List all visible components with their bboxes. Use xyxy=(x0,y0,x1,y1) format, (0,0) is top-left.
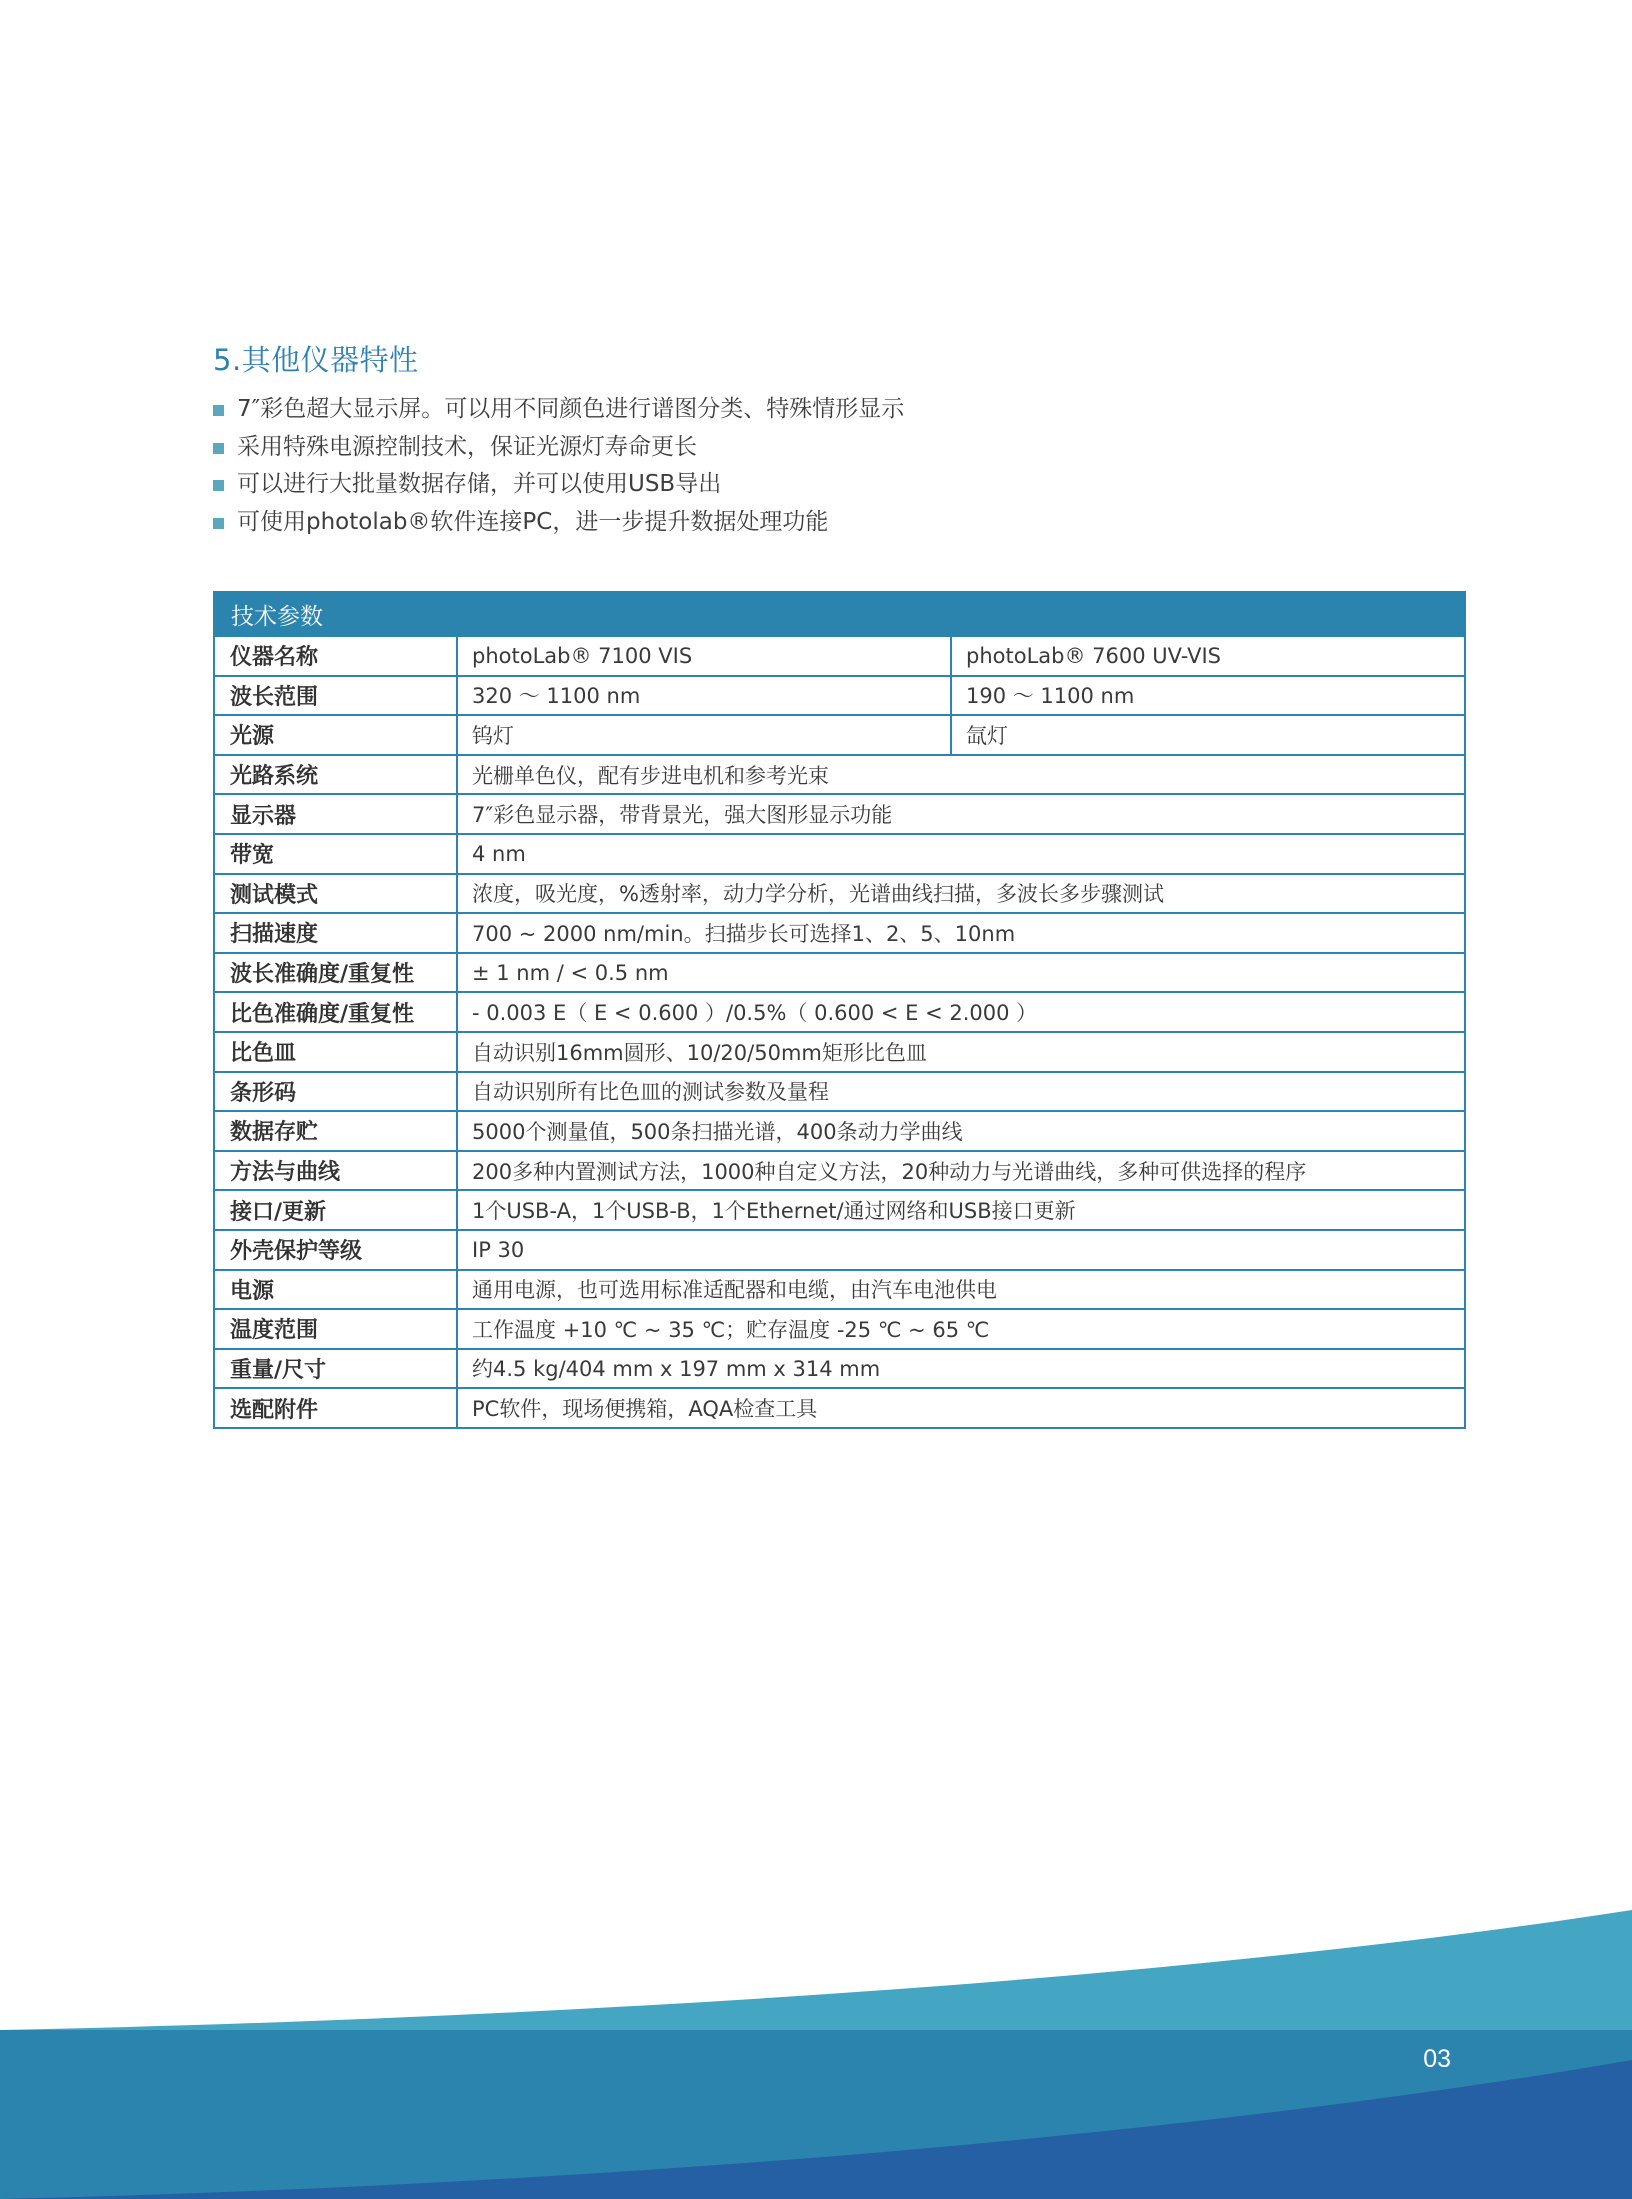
table-row xyxy=(214,1151,1465,1191)
row-label: 仪器名称 xyxy=(214,636,457,676)
row-value: 7″彩色显示器，带背景光，强大图形显示功能 xyxy=(457,794,1465,834)
row-value: 自动识别16mm圆形、10/20/50mm矩形比色皿 xyxy=(457,1032,1465,1072)
row-value: 1个USB-A，1个USB-B，1个Ethernet/通过网络和USB接口更新 xyxy=(457,1190,1465,1230)
row-value: 光栅单色仪，配有步进电机和参考光束 xyxy=(457,755,1465,795)
table-row xyxy=(214,913,1465,953)
row-value: 通用电源，也可选用标准适配器和电缆，由汽车电池供电 xyxy=(457,1270,1465,1310)
table-row xyxy=(214,755,1465,795)
feature-text: 采用特殊电源控制技术，保证光源灯寿命更长 xyxy=(237,433,697,460)
row-label: 比色准确度/重复性 xyxy=(214,992,457,1032)
row-label: 光路系统 xyxy=(214,755,457,795)
row-label: 外壳保护等级 xyxy=(214,1230,457,1270)
row-label: 波长准确度/重复性 xyxy=(214,953,457,993)
feature-text: 可以进行大批量数据存储，并可以使用USB导出 xyxy=(237,471,722,497)
row-label: 重量/尺寸 xyxy=(214,1349,457,1389)
row-value: 320 ～ 1100 nm xyxy=(457,676,951,716)
section-title: 5.其他仪器特性 xyxy=(213,343,419,377)
row-label: 条形码 xyxy=(214,1072,457,1112)
table-header-row xyxy=(214,592,1465,636)
row-value: photoLab® 7100 VIS xyxy=(457,636,951,676)
footer-wave-decoration xyxy=(0,1900,1632,2199)
feature-item xyxy=(213,466,904,504)
table-row xyxy=(214,953,1465,993)
table-row xyxy=(214,1190,1465,1230)
row-label: 数据存贮 xyxy=(214,1111,457,1151)
table-row xyxy=(214,1230,1465,1270)
row-label: 温度范围 xyxy=(214,1309,457,1349)
row-value: 4 nm xyxy=(457,834,1465,874)
feature-text: 7″彩色超大显示屏。可以用不同颜色进行谱图分类、特殊情形显示 xyxy=(237,396,905,422)
table-row xyxy=(214,1111,1465,1151)
row-label: 方法与曲线 xyxy=(214,1151,457,1191)
table-row xyxy=(214,834,1465,874)
table-row xyxy=(214,676,1465,716)
table-row xyxy=(214,636,1465,676)
table-row xyxy=(214,715,1465,755)
table-row xyxy=(214,1270,1465,1310)
row-value: 钨灯 xyxy=(457,715,951,755)
row-label: 显示器 xyxy=(214,794,457,834)
row-value: 氙灯 xyxy=(951,715,1465,755)
row-label: 电源 xyxy=(214,1270,457,1310)
row-label: 选配附件 xyxy=(214,1388,457,1428)
feature-item xyxy=(213,504,904,542)
square-bullet-icon xyxy=(213,480,224,491)
row-value: ± 1 nm / < 0.5 nm xyxy=(457,953,1465,993)
page-number: 03 xyxy=(1423,2045,1451,2073)
row-value: 200多种内置测试方法，1000种自定义方法，20种动力与光谱曲线，多种可供选择的程序 xyxy=(457,1151,1465,1191)
row-value: 自动识别所有比色皿的测试参数及量程 xyxy=(457,1072,1465,1112)
row-value: PC软件，现场便携箱，AQA检查工具 xyxy=(457,1388,1465,1428)
table-row xyxy=(214,1349,1465,1389)
feature-item xyxy=(213,429,904,467)
table-row xyxy=(214,1309,1465,1349)
row-value: photoLab® 7600 UV-VIS xyxy=(951,636,1465,676)
row-value: 190 ～ 1100 nm xyxy=(951,676,1465,716)
table-row xyxy=(214,992,1465,1032)
feature-item xyxy=(213,391,904,429)
table-row xyxy=(214,1032,1465,1072)
square-bullet-icon xyxy=(213,443,224,454)
row-label: 接口/更新 xyxy=(214,1190,457,1230)
feature-list xyxy=(213,391,904,541)
feature-text: 可使用photolab®软件连接PC，进一步提升数据处理功能 xyxy=(237,508,829,535)
row-value: 浓度，吸光度，%透射率，动力学分析，光谱曲线扫描，多波长多步骤测试 xyxy=(457,874,1465,914)
row-label: 比色皿 xyxy=(214,1032,457,1072)
row-label: 测试模式 xyxy=(214,874,457,914)
row-label: 带宽 xyxy=(214,834,457,874)
spec-table xyxy=(213,591,1466,1429)
table-row xyxy=(214,1388,1465,1428)
row-label: 波长范围 xyxy=(214,676,457,716)
row-value: 工作温度 +10 ℃ ~ 35 ℃；贮存温度 -25 ℃ ~ 65 ℃ xyxy=(457,1309,1465,1349)
row-label: 光源 xyxy=(214,715,457,755)
table-row xyxy=(214,874,1465,914)
table-row xyxy=(214,1072,1465,1112)
row-label: 扫描速度 xyxy=(214,913,457,953)
square-bullet-icon xyxy=(213,518,224,529)
table-header: 技术参数 xyxy=(214,592,1465,636)
row-value: 700 ~ 2000 nm/min。扫描步长可选择1、2、5、10nm xyxy=(457,913,1465,953)
row-value: - 0.003 E（ E < 0.600 ）/0.5%（ 0.600 < E < 2.000 ） xyxy=(457,992,1465,1032)
square-bullet-icon xyxy=(213,405,224,416)
row-value: 约4.5 kg/404 mm x 197 mm x 314 mm xyxy=(457,1349,1465,1389)
row-value: IP 30 xyxy=(457,1230,1465,1270)
table-row xyxy=(214,794,1465,834)
row-value: 5000个测量值，500条扫描光谱，400条动力学曲线 xyxy=(457,1111,1465,1151)
